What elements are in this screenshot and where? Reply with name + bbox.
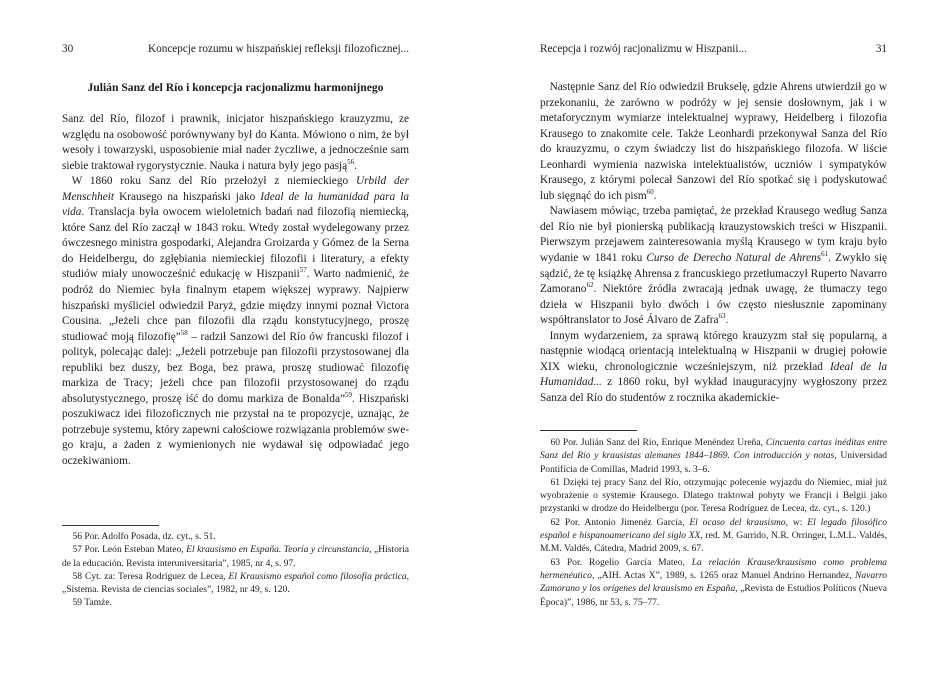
italic-title: El Krausismo español como filosofía práctica — [228, 570, 407, 582]
footnote — [62, 530, 409, 543]
footnote-divider — [540, 430, 637, 431]
footnote-number: 62 — [550, 516, 561, 528]
italic-title: Cincuenta cartas inéditas entre Sanz del Río y krausistas alemanes 1844–1869. Con introducción y notas — [540, 437, 887, 462]
page-number: 30 — [62, 43, 74, 55]
footnote-ref[interactable]: 62 — [586, 281, 594, 290]
italic-title: La relación Krause/krausismo como problema hermenéutico — [540, 556, 888, 581]
text-run: , „Sistema. Revista de ciencias sociales”, 1982, nr 49, s. 120. — [62, 570, 410, 596]
right-page-header — [540, 42, 887, 56]
text-run: Krausego na hiszpański jako — [114, 190, 261, 203]
footnote-ref[interactable]: 61 — [821, 250, 829, 259]
footnote-ref[interactable]: 60 — [646, 188, 654, 197]
footnote — [62, 596, 409, 609]
footnote-ref[interactable]: 57 — [299, 266, 307, 275]
text-run: , Universidad Pontificia de Comillas, Madrid 1993, s. 3–6. — [540, 450, 887, 475]
text-run: Por. Julián Sanz del Río, Enrique Menéndez Ureña, — [560, 437, 766, 448]
footnote-divider — [62, 525, 159, 526]
paragraph — [62, 112, 409, 174]
text-run: Por. León Esteban Mateo, — [82, 544, 187, 556]
text-run: . Hiszpański poszukiwacz idei filozoficznych nie przystał na te propozycje, uznając, że potrzebuje systemu, który zapewni całościowe rozwiązania problemów swego kraju, a żaden z wymienionych nie wydawał się odpowiadać jego oczekiwaniom. — [62, 392, 410, 468]
left-body-text — [62, 112, 409, 470]
italic-title: El legado filosófico español e hispanoamericano del siglo XX — [540, 516, 887, 542]
text-run: Por. Antonio Jimenéz García, — [560, 516, 690, 528]
text-run: Innym wydarzeniem, za sprawą którego krauzyzm stał się popularną, a następnie wiodącą orientacją intelektualną w Hiszpanii w drugiej połowie XIX wieku, chronologicznie wcześniejszym, niż przekład — [540, 329, 887, 373]
text-run: , „Historia de la educación. Revista interuniversitaria”, 1985, nr 4, s. 97. — [62, 544, 409, 569]
italic-title: Curso de Derecho Natural de Ahrens — [646, 252, 822, 265]
right-page — [540, 0, 887, 674]
italic-title: El ocaso del krausismo — [689, 516, 786, 528]
italic-title: Urbild der Menschheit — [62, 175, 410, 203]
paragraph — [62, 174, 409, 469]
footnote-number: 59 — [72, 597, 83, 609]
text-run: . Translacja była owocem wieloletnich badań nad filozofią niemiecką, które Sanz del Río zaczął w 1843 roku. Wtedy został wydelegowany przez ówczesnego ministra gospodarki, Alejandra Groizarda y Gómez de la Serna do Heidelbergu, do zgłębiania niemieckiej filozofii i literatury, a efekty studiów miały unowocześnić edukację w Hiszpanii — [62, 206, 409, 281]
text-run: , red. M. Garrido, N.R. Orringer, L.M.L. Valdés, M.M. Valdés, Cátedra, Madrid 2009, s. 67. — [540, 530, 887, 555]
left-footnotes — [62, 530, 409, 610]
right-footnotes — [540, 436, 887, 609]
text-run: Por. Rogelio García Mateo, — [560, 556, 692, 568]
footnote-ref[interactable]: 56 — [347, 157, 355, 166]
footnote-ref[interactable]: 59 — [344, 391, 352, 400]
text-run: , w: — [785, 516, 808, 528]
italic-title: Navarro Zamorano y los orígenes del krausismo en España — [540, 569, 887, 595]
paragraph — [540, 329, 887, 407]
footnote-number: 58 — [72, 570, 83, 582]
text-run: . Niektóre źródła zwracają jednak uwagę, że tłumaczy tego dzieła w Hiszpanii było dwóch i ów często niesłusznie zapominany współtranslator to José Álvaro de Zafra — [540, 283, 887, 327]
text-run: . — [354, 159, 357, 172]
text-run: , „Revista de Estudios Políticos (Nueva Época)”, 1986, nr 53, s. 75–77. — [540, 583, 887, 608]
italic-title: Ideal de la humanidad para la vida — [62, 190, 410, 219]
page-number: 31 — [875, 43, 887, 55]
text-run: W 1860 roku Sanz del Río przełożył z niemieckiego — [71, 175, 356, 188]
footnote-number: 61 — [550, 476, 561, 488]
footnote — [540, 516, 887, 556]
footnote — [540, 476, 887, 516]
text-run: Nawiasem mówiąc, trzeba pamiętać, że przekład Krausego według Sanza del Río nie był pionierską publikacją krauzystowskich treści w Hiszpanii. Pierwszym przejawem zainteresowania myślą Krausego w tym kraju było wydanie w 1841 roku — [540, 205, 887, 265]
text-run: . — [653, 189, 657, 202]
footnote-number: 56 — [72, 531, 83, 542]
right-body-text — [540, 80, 887, 406]
text-run: . — [725, 314, 729, 327]
text-run: Por. Adolfo Posada, dz. cyt., s. 51. — [82, 531, 216, 542]
text-run: Sanz del Río, filozof i prawnik, inicjator hiszpańskiego krauzyzmu, ze względu na osobowość porównywany był do Kanta. Mówiono o nim, że był wesoły i towarzyski, usposobienie miał nader życzliwe, a jednocześnie sam siebie traktował rygorystycznie. Nauka i natura były jego pasją — [62, 113, 409, 172]
text-run: z 1860 roku, był wykład inauguracyjny wygłoszony przez Sanza del Río do studentów z rocznika akademickie- — [540, 376, 887, 404]
italic-title: El krausismo en España. Teoría y circunstancia — [186, 544, 370, 556]
left-page-header — [62, 42, 409, 56]
paragraph — [540, 204, 887, 328]
text-run: Tamże. — [82, 597, 112, 609]
running-head: Koncepcje rozumu w hiszpańskiej refleksji filozoficznej... — [148, 43, 409, 55]
footnote — [540, 556, 887, 609]
footnote — [62, 543, 409, 570]
footnote-number: 60 — [550, 437, 561, 448]
text-run: Dzięki tej pracy Sanz del Río, otrzymując polecenie wyjazdu do Niemiec, miał już wyobrażenie o systemie Krausego. Dlatego traktował pobyty we Francji i Belgii jako przystanki w drodze do Heidelbergu (por. Teresa Rodríguez de Lecea, dz. cyt., s. 120.) — [540, 476, 887, 515]
text-run: – radził Sanzowi del Río ów francuski filozof i polityk, polecając dalej: „Jeżeli potrzebuje pan filozofii przystosowanej dla republiki bez duszy, bez Boga, bez prawa, proszę studiować filozofię markiza de Tracy; jeżeli chce pan filozofii przystosowanej do rządu absolutystycznego, proszę iść do domu markiza de Bonalda” — [62, 330, 409, 405]
section-title: Julián Sanz del Río i koncepcja racjonalizmu harmonijnego — [87, 81, 384, 94]
running-head: Recepcja i rozwój racjonalizmu w Hiszpanii... — [540, 43, 747, 55]
footnote-number: 63 — [550, 556, 561, 568]
left-page — [62, 0, 409, 674]
footnote-ref[interactable]: 58 — [180, 328, 188, 337]
paragraph — [540, 80, 887, 204]
footnote-number: 57 — [72, 544, 83, 556]
text-run: . Zwykło się sądzić, że tę książkę Ahrensa z francuskiego przetłumaczył Ruperto Navarro Zamorano — [540, 252, 887, 296]
text-run: Cyt. za: Teresa Rodríguez de Lecea, — [82, 570, 229, 582]
text-run: , „AIH. Actas X”, 1989, s. 1265 oraz Manuel Andrino Hernandez, — [591, 569, 855, 581]
footnote-ref[interactable]: 63 — [718, 312, 726, 321]
footnote — [62, 570, 409, 597]
text-run: . Warto nadmienić, że podróż do Niemiec była finalnym etapem większej wyprawy. Najpierw hiszpański myśliciel odwiedził Paryż, gdzie między innymi poznał Victora Cousina. „Jeżeli chce pan filozofii dla rządu konstytucyjnego, proszę studiować moją filozofię” — [62, 268, 409, 343]
italic-title: Ideal de la Humanidad... — [540, 360, 887, 389]
footnote — [540, 436, 887, 476]
text-run: Następnie Sanz del Río odwiedził Brukselę, gdzie Ahrens utwierdził go w przekonaniu, że zarówno w podróży w jej sensie dosłownym, jak i w metaforycznym wymiarze intelektualnej wyprawy, Heidelberg i filozofia Krausego to znakomite cele. Także Leonhardi przekonywał Sanza del Río do krauzyzmu, o czym świadczy list do hiszpańskiego filozofa. W liście Leonhardi wymienia nazwiska intelektualistów, uczniów i sympatyków Krausego, z którymi polecał Sanzowi del Río spotkać się i podyskutować lub sięgnąć do ich pism — [540, 81, 887, 202]
